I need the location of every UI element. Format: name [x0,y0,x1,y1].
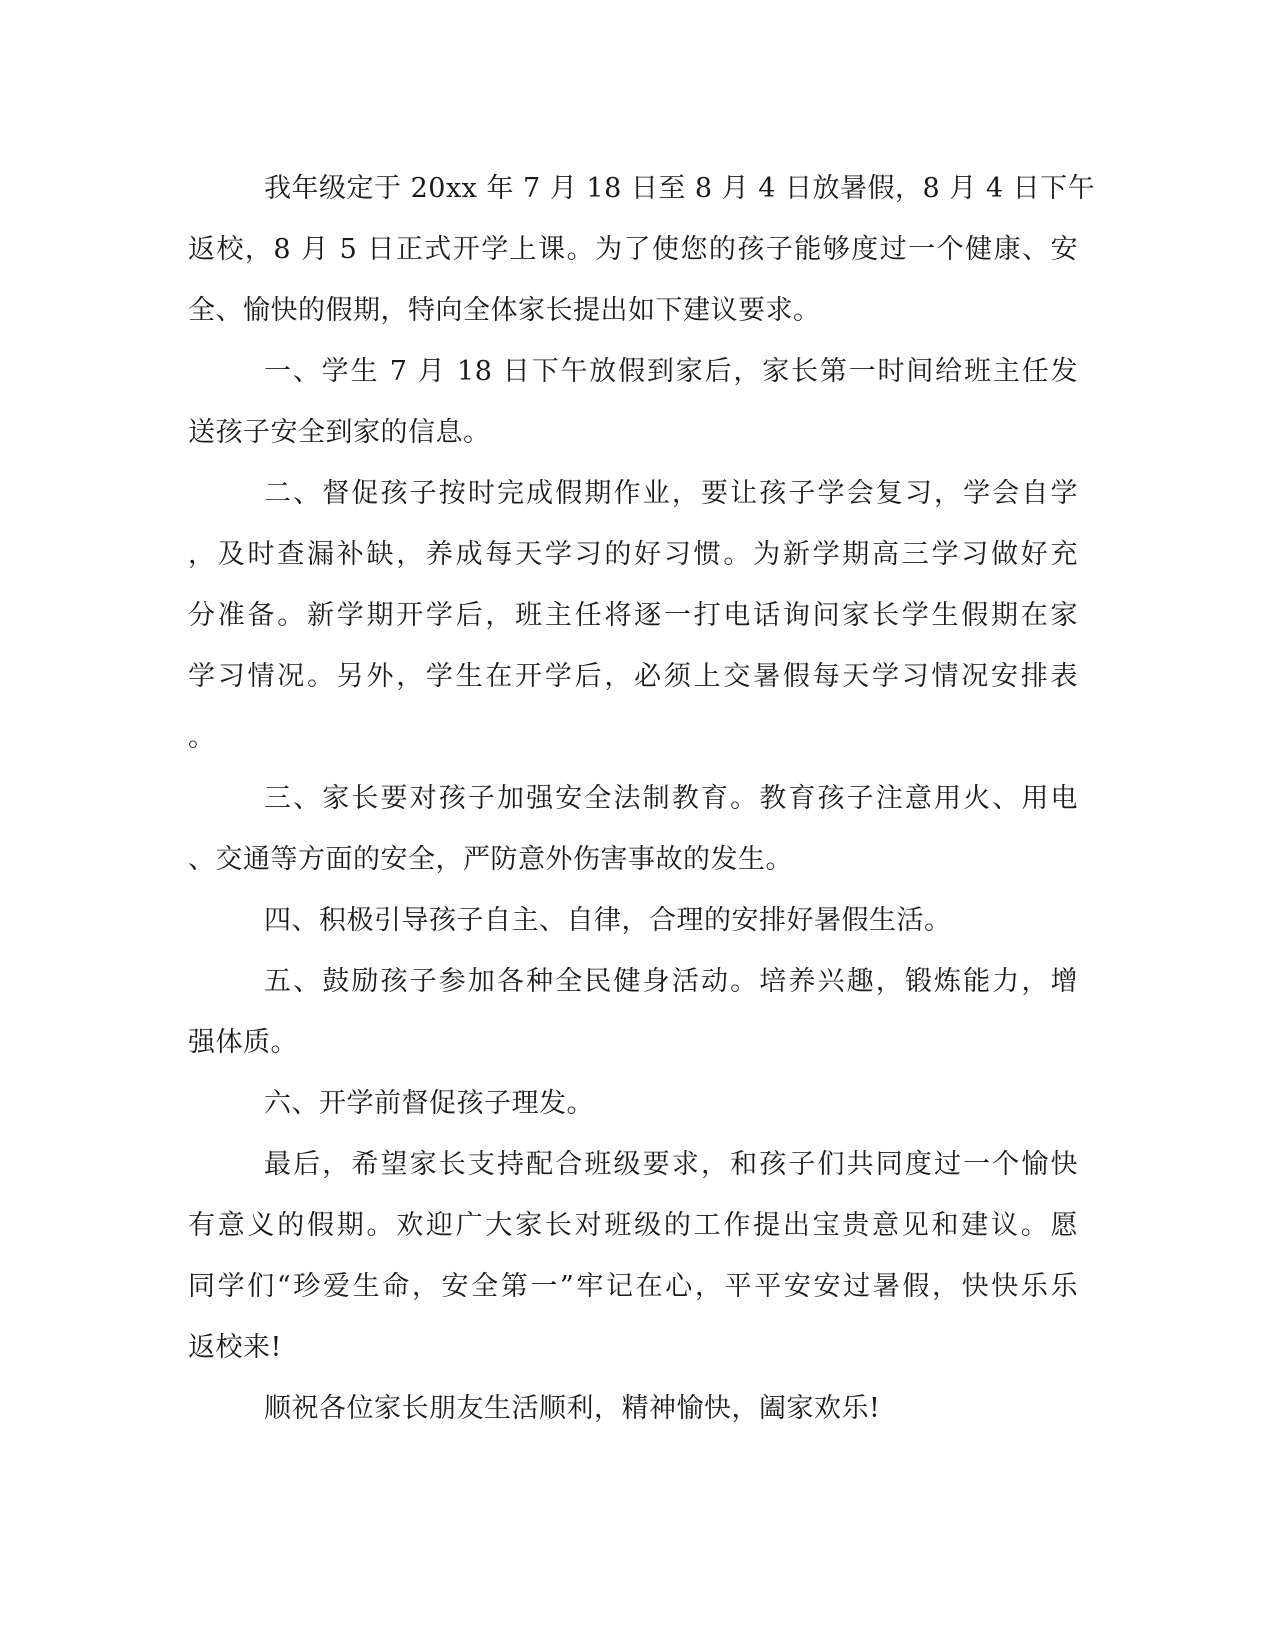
paragraph-line: 返校来! [188,1332,282,1363]
paragraph-line: 四、积极引导孩子自主、自律，合理的安排好暑假生活。 [264,905,952,936]
paragraph-line: ，及时查漏补缺，养成每天学习的好习惯。为新学期高三学习做好充 [188,539,1078,570]
paragraph-line: 送孩子安全到家的信息。 [188,417,491,448]
document-body [188,158,1096,1439]
paragraph-line: 学习情况。另外，学生在开学后，必须上交暑假每天学习情况安排表 [188,661,1078,692]
paragraph-line: 一、学生 7 月 18 日下午放假到家后，家长第一时间给班主任发 [264,356,1078,387]
paragraph-line: 强体质。 [188,1027,298,1058]
paragraph-line: 顺祝各位家长朋友生活顺利，精神愉快，阖家欢乐! [264,1393,881,1424]
paragraph-line: 有意义的假期。欢迎广大家长对班级的工作提出宝贵意见和建议。愿 [188,1210,1078,1241]
paragraph-line: 全、愉快的假期，特向全体家长提出如下建议要求。 [188,295,821,326]
paragraph-line: 六、开学前督促孩子理发。 [264,1088,594,1119]
paragraph-line: 三、家长要对孩子加强安全法制教育。教育孩子注意用火、用电 [264,783,1078,814]
paragraph-line: 返校，8 月 5 日正式开学上课。为了使您的孩子能够度过一个健康、安 [188,234,1078,265]
paragraph-line: 最后，希望家长支持配合班级要求，和孩子们共同度过一个愉快 [264,1149,1078,1180]
paragraph-line: 同学们“珍爱生命，安全第一”牢记在心，平平安安过暑假，快快乐乐 [188,1271,1078,1302]
paragraph-line: 。 [188,722,216,753]
paragraph-line: 二、督促孩子按时完成假期作业，要让孩子学会复习，学会自学 [264,478,1078,509]
paragraph-line: 五、鼓励孩子参加各种全民健身活动。培养兴趣，锻炼能力，增 [264,966,1078,997]
paragraph-line: 分准备。新学期开学后，班主任将逐一打电话询问家长学生假期在家 [188,600,1078,631]
paragraph-line: 我年级定于 20xx 年 7 月 18 日至 8 月 4 日放暑假，8 月 4 日下午 [264,173,1096,204]
paragraph-line: 、交通等方面的安全，严防意外伤害事故的发生。 [188,844,793,875]
